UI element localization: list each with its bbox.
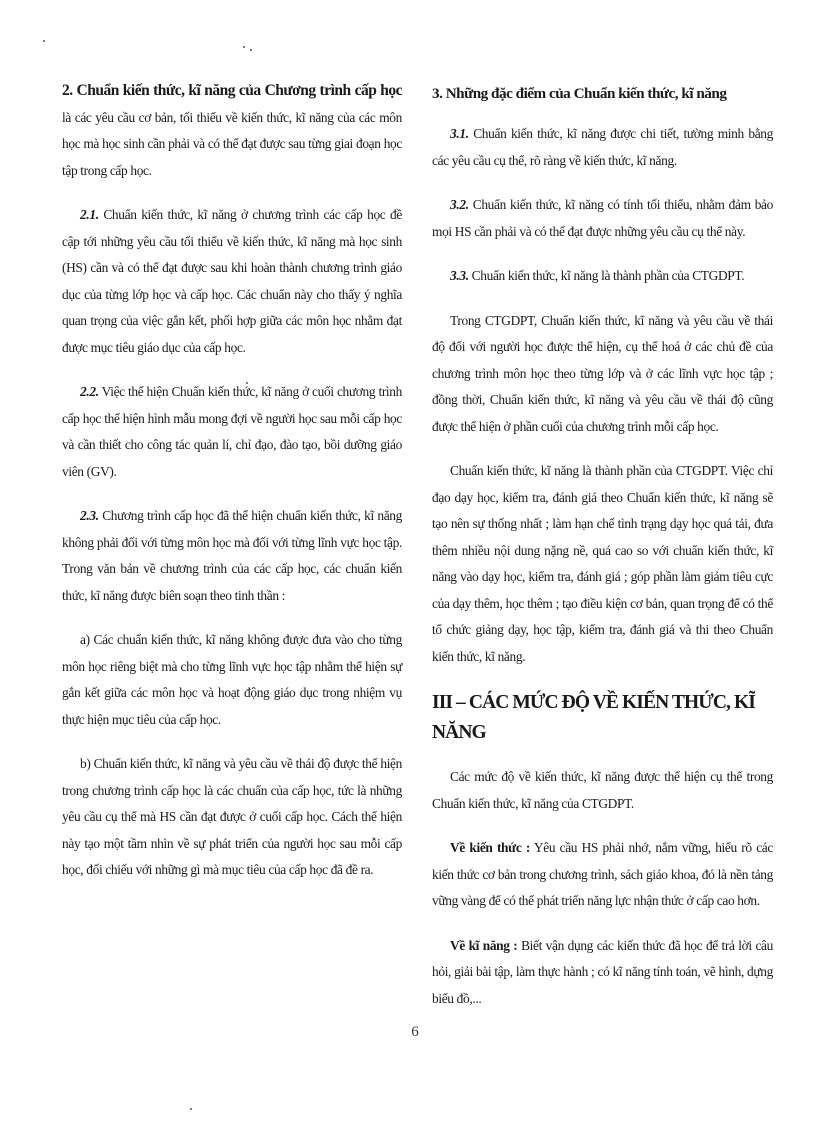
- paragraph-text: Chuẩn kiến thức, kĩ năng ở chương trình các cấp học đề cập tới những yêu cầu tối thiểu về kiến thức, kĩ năng mà học sinh (HS) cần và có thể đạt được sau khi hoàn thành chương trình giáo dục của từng lớp học và cấp học. Các chuẩn này cho thấy ý nghĩa quan trọng của việc gắn kết, phối hợp giữa các môn học nhằm đạt được mục tiêu giáo dục của cấp học.: [62, 207, 402, 355]
- item-number: 3.3.: [450, 268, 469, 283]
- paragraph-trong-ctgdpt: Trong CTGDPT, Chuẩn kiến thức, kĩ năng và yêu cầu về thái độ đối với người học được thể hiện, cụ thể hoá ở các chủ đề của chương trình môn học theo từng lớp và ở các lĩnh vực học tập ; đồng thời, Chuẩn kiến thức, kĩ năng và yêu cầu về thái độ cũng được thể hiện ở phần cuối của chương trình mỗi cấp học.: [432, 312, 773, 434]
- paragraph-3-1: [432, 121, 773, 174]
- paragraph-a: a) Các chuẩn kiến thức, kĩ năng không được đưa vào cho từng môn học riêng biệt mà cho từng lĩnh vực học tập nhằm thể hiện sự gắn kết giữa các môn học và hoạt động giáo dục trong nhiệm vụ thực hiện mục tiêu của cấp học.: [62, 632, 402, 727]
- section-3-heading: 3. Những đặc điểm của Chuẩn kiến thức, kĩ năng: [432, 85, 727, 102]
- section-2-text: là các yêu cầu cơ bản, tối thiểu về kiến thức, kĩ năng của các môn học mà học sinh cần phải và có thể đạt được sau từng giai đoạn học tập trong cấp học.: [62, 109, 402, 178]
- page-number: 6: [411, 1024, 419, 1040]
- paragraph-text: Yêu cầu HS phải nhớ, nắm vững, hiểu rõ các kiến thức cơ bản trong chương trình, sách giáo khoa, đó là nền tảng vững vàng để có thể phát triển năng lực nhận thức ở cấp cao hơn.: [432, 840, 773, 908]
- item-number: 3.2.: [450, 197, 469, 212]
- paragraph-ve-ki-nang: [432, 933, 773, 1013]
- paragraph-b: b) Chuẩn kiến thức, kĩ năng và yêu cầu về thái độ được thể hiện trong chương trình cấp học là các chuẩn của cấp học, tức là những yêu cầu cụ thể mà HS cần đạt được ở cuối cấp học. Cách thể hiện này tạo một tầm nhìn về sự phát triển của người học sau mỗi cấp học, đối chiếu với những gì mà mục tiêu của cấp học đã đề ra.: [62, 756, 402, 877]
- item-number: 3.1.: [450, 126, 469, 141]
- item-number: 2.3.: [80, 508, 99, 523]
- paragraph-text: Chuẩn kiến thức, kĩ năng được chi tiết, tường minh bằng các yêu cầu cụ thể, rõ ràng về kiến thức, kĩ năng.: [432, 126, 773, 168]
- scan-speck: [250, 49, 252, 51]
- section-iii-heading: III – CÁC MỨC ĐỘ VỀ KIẾN THỨC, KĨ NĂNG: [432, 692, 755, 743]
- paragraph-2-3: [62, 503, 402, 609]
- paragraph-cac-muc-do: Các mức độ về kiến thức, kĩ năng được thể hiện cụ thể trong Chuẩn kiến thức, kĩ năng của CTGDPT.: [432, 769, 773, 811]
- paragraph-2-2: [62, 379, 402, 485]
- section-2-paragraph: [62, 78, 402, 184]
- paragraph-3-2: [432, 192, 773, 245]
- paragraph-3-3: [432, 263, 773, 290]
- paragraph-ve-kien-thuc: [432, 835, 773, 915]
- item-number: 2.2.: [80, 384, 99, 399]
- item-number: 2.1.: [80, 207, 99, 222]
- scan-speck: [43, 40, 45, 42]
- term-label: Về kiến thức :: [450, 840, 530, 855]
- paragraph-chuan-thanh-phan: Chuẩn kiến thức, kĩ năng là thành phần của CTGDPT. Việc chỉ đạo dạy học, kiểm tra, đánh giá theo Chuẩn kiến thức, kĩ năng sẽ tạo nên sự thống nhất ; làm hạn chế tình trạng dạy học quá tải, đưa thêm nhiều nội dung nặng nề, quá cao so với chuẩn kiến thức, kĩ năng vào dạy học, kiểm tra, đánh giá ; góp phần làm giảm tiêu cực của dạy thêm, học thêm ; tạo điều kiện cơ bản, quan trọng để có thể tổ chức giảng dạy, học tập, kiểm tra, đánh giá và thi theo Chuẩn kiến thức, kĩ năng.: [432, 463, 773, 664]
- paragraph-text: Việc thể hiện Chuẩn kiến thức, kĩ năng ở cuối chương trình cấp học thể hiện hình mẫu mong đợi về người học sau mỗi cấp học và cần thiết cho công tác quản lí, chỉ đạo, đào tạo, bồi dưỡng giáo viên (GV).: [62, 384, 402, 479]
- left-column: [62, 78, 402, 902]
- scan-speck: [190, 1108, 192, 1110]
- right-column: [432, 78, 773, 1030]
- paragraph-text: Chuẩn kiến thức, kĩ năng có tính tối thiểu, nhằm đảm bảo mọi HS cần phải và có thể đạt được những yêu cầu cụ thể này.: [432, 197, 773, 239]
- paragraph-text: Biết vận dụng các kiến thức đã học để trả lời câu hỏi, giải bài tập, làm thực hành ; có kĩ năng tính toán, vẽ hình, dựng biểu đồ,...: [432, 937, 773, 1006]
- paragraph-text: Chương trình cấp học đã thể hiện chuẩn kiến thức, kĩ năng không phải đối với từng môn học mà đối với từng lĩnh vực học tập. Trong văn bản về chương trình của các cấp học, các chuẩn kiến thức, kĩ năng được biên soạn theo tinh thần :: [62, 508, 402, 603]
- paragraph-text: Chuẩn kiến thức, kĩ năng là thành phần của CTGDPT.: [468, 268, 745, 283]
- scan-speck: [243, 46, 245, 48]
- paragraph-2-1: [62, 202, 402, 361]
- section-2-heading: 2. Chuẩn kiến thức, kĩ năng của Chương trình cấp học: [62, 82, 402, 99]
- term-label: Về kĩ năng :: [450, 937, 518, 953]
